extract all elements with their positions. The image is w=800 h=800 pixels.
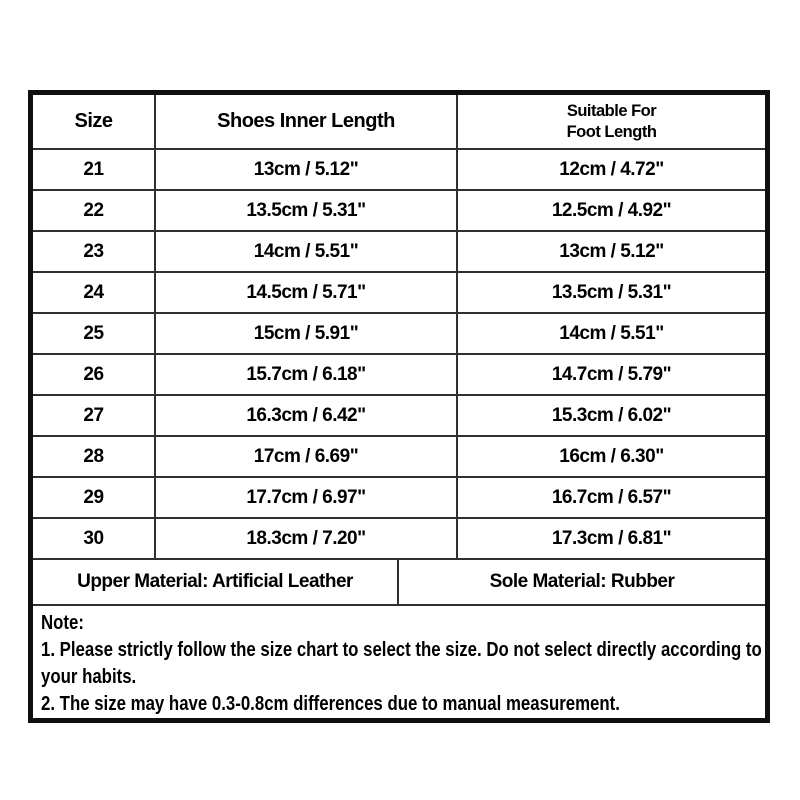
header-inner-length: Shoes Inner Length — [156, 95, 458, 150]
foot-length-cell: 13cm / 5.12" — [458, 232, 765, 273]
size-cell: 30 — [33, 519, 156, 560]
size-cell: 21 — [33, 150, 156, 191]
size-cell: 23 — [33, 232, 156, 273]
inner-length-cell: 14.5cm / 5.71" — [156, 273, 458, 314]
table-row — [33, 273, 765, 314]
table-row — [33, 437, 765, 478]
inner-length-cell: 13cm / 5.12" — [156, 150, 458, 191]
table-row — [33, 355, 765, 396]
note-item-1: 1. Please strictly follow the size chart to select the size. Do not select directly according to your habits. — [41, 639, 762, 688]
inner-length-cell: 17cm / 6.69" — [156, 437, 458, 478]
inner-length-cell: 15cm / 5.91" — [156, 314, 458, 355]
note-item-2: 2. The size may have 0.3-0.8cm differences due to manual measurement. — [41, 693, 620, 715]
size-cell: 25 — [33, 314, 156, 355]
size-cell: 22 — [33, 191, 156, 232]
table-row — [33, 478, 765, 519]
note-section — [33, 606, 765, 718]
table-row — [33, 396, 765, 437]
table-row — [33, 314, 765, 355]
size-cell: 24 — [33, 273, 156, 314]
header-foot-length-line1: Suitable For — [566, 101, 657, 120]
foot-length-cell: 12.5cm / 4.92" — [458, 191, 765, 232]
material-row — [33, 560, 765, 606]
upper-material-cell: Upper Material: Artificial Leather — [33, 560, 399, 606]
inner-length-cell: 16.3cm / 6.42" — [156, 396, 458, 437]
header-foot-length-line2: Foot Length — [566, 122, 657, 141]
size-cell: 28 — [33, 437, 156, 478]
table-row — [33, 232, 765, 273]
size-cell: 27 — [33, 396, 156, 437]
foot-length-cell: 12cm / 4.72" — [458, 150, 765, 191]
sole-material-cell: Sole Material: Rubber — [399, 560, 765, 606]
foot-length-cell: 16.7cm / 6.57" — [458, 478, 765, 519]
table-row — [33, 150, 765, 191]
note-text — [41, 610, 763, 718]
size-chart-table — [28, 90, 770, 723]
header-size: Size — [33, 95, 156, 150]
foot-length-cell: 15.3cm / 6.02" — [458, 396, 765, 437]
foot-length-cell: 17.3cm / 6.81" — [458, 519, 765, 560]
note-title: Note: — [41, 612, 84, 634]
inner-length-cell: 13.5cm / 5.31" — [156, 191, 458, 232]
table-header-row — [33, 95, 765, 150]
header-foot-length — [458, 95, 765, 150]
foot-length-cell: 13.5cm / 5.31" — [458, 273, 765, 314]
table-row — [33, 519, 765, 560]
foot-length-cell: 16cm / 6.30" — [458, 437, 765, 478]
inner-length-cell: 14cm / 5.51" — [156, 232, 458, 273]
foot-length-cell: 14cm / 5.51" — [458, 314, 765, 355]
foot-length-cell: 14.7cm / 5.79" — [458, 355, 765, 396]
table-row — [33, 191, 765, 232]
size-cell: 26 — [33, 355, 156, 396]
size-cell: 29 — [33, 478, 156, 519]
inner-length-cell: 15.7cm / 6.18" — [156, 355, 458, 396]
inner-length-cell: 17.7cm / 6.97" — [156, 478, 458, 519]
inner-length-cell: 18.3cm / 7.20" — [156, 519, 458, 560]
